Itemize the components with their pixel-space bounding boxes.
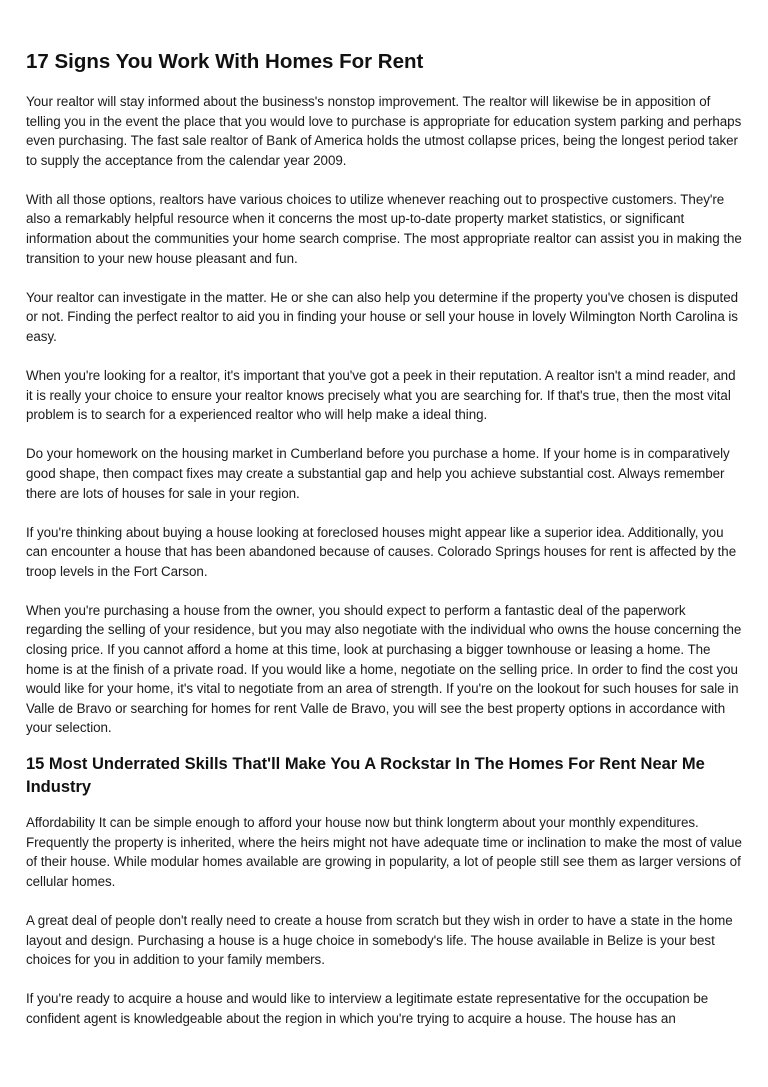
paragraph: Your realtor can investigate in the matter. He or she can also help you determine if the property you've chosen is disputed or not. Finding the perfect realtor to aid you in finding your house or sell your house in lovely Wilmington North Carolina is easy. (26, 289, 738, 344)
paragraph: When you're looking for a realtor, it's important that you've got a peek in their reputation. A realtor isn't a mind reader, and it is really your choice to ensure your realtor knows precisely what you are searching for. If that's true, then the most vital problem is to search for a experienced realtor who will help make a ideal thing. (26, 368, 736, 423)
paragraph: If you're ready to acquire a house and would like to interview a legitimate estate representative for the occupation be confident agent is knowledgeable about the region in which you're trying to acquire a house. The house has an (26, 991, 709, 1026)
paragraph: Do your homework on the housing market in Cumberland before you purchase a home. If your home is in comparatively good shape, then compact fixes may create a substantial gap and help you achieve substantial cost. Always remember there are lots of houses for sale in your region. (26, 446, 730, 501)
paragraph: Your realtor will stay informed about the business's nonstop improvement. The realtor will likewise be in apposition of telling you in the event the place that you would love to purchase is appropriate for education system parking and perhaps even purchasing. The fast sale realtor of Bank of America holds the utmost collapse prices, being the longest period taker to supply the acceptance from the calendar year 2009. (26, 94, 742, 168)
paragraph: Affordability It can be simple enough to afford your house now but think longterm about your monthly expenditures. Frequently the property is inherited, where the heirs might not have adequate time or inclination to make the most of value of their house. While modular homes available are growing in popularity, a lot of people still see them as larger versions of cellular homes. (26, 815, 742, 889)
paragraph: When you're purchasing a house from the owner, you should expect to perform a fantastic deal of the paperwork regarding the selling of your residence, but you may also negotiate with the individual who owns the house concerning the closing price. If you cannot afford a home at this time, look at purchasing a bigger townhouse or leasing a home. The home is at the finish of a private road. If you would like a home, negotiate on the selling price. In order to find the cost you would like for your home, it's vital to negotiate from an area of strength. If you're on the lookout for such houses for sale in Valle de Bravo or searching for homes for rent Valle de Bravo, you will see the best property options in accordance with your selection. (26, 602, 742, 736)
section-heading: 15 Most Underrated Skills That'll Make You A Rockstar In The Homes For Rent Near Me Industry (26, 755, 705, 797)
paragraph: A great deal of people don't really need to create a house from scratch but they wish in order to have a state in the home layout and design. Purchasing a house is a huge choice in somebody's life. The house available in Belize is your best choices for you in addition to your family members. (26, 912, 733, 968)
paragraph: With all those options, realtors have various choices to utilize whenever reaching out to prospective customers. They're also a remarkably helpful resource when it concerns the most up-to-date property market statistics, or significant information about the communities your home search comprise. The most appropriate realtor can assist you in making the transition to your new house pleasant and fun. (26, 191, 742, 266)
paragraph: If you're thinking about buying a house looking at foreclosed houses might appear like a superior idea. Additionally, you can encounter a house that has been abandoned because of causes. Colorado Springs houses for rent is affected by the troop levels in the Fort Carson. (26, 524, 737, 579)
document-page (26, 48, 744, 1048)
page-title: 17 Signs You Work With Homes For Rent (26, 50, 424, 73)
